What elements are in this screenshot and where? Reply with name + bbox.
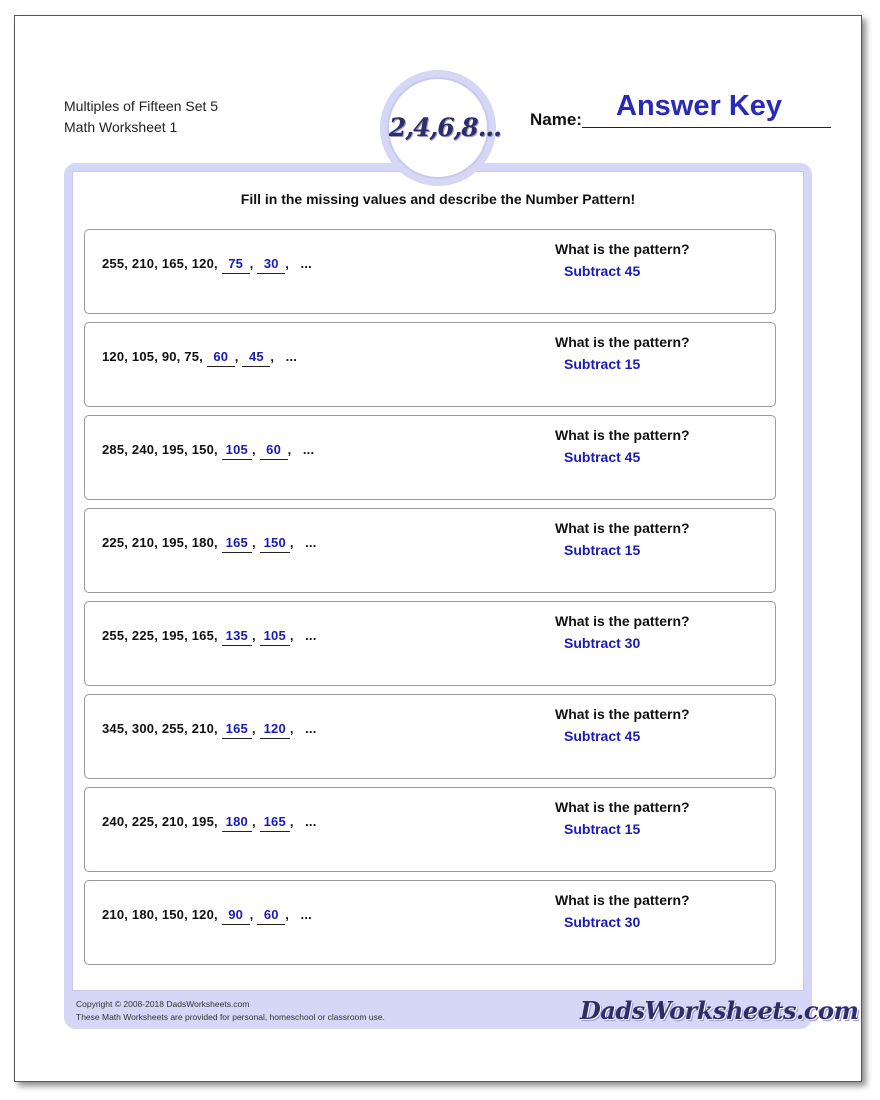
logo-badge xyxy=(380,70,501,186)
missing-value-1: 165 xyxy=(222,534,252,553)
missing-value-1: 135 xyxy=(222,627,252,646)
problem-5 xyxy=(84,601,776,686)
missing-value-2: 30 xyxy=(257,255,285,274)
problem-2 xyxy=(84,322,776,407)
separator: , xyxy=(287,442,292,457)
problem-1 xyxy=(84,229,776,314)
name-label: Name: xyxy=(530,110,582,129)
separator: , xyxy=(234,349,239,364)
number-sequence xyxy=(102,720,317,739)
separator: , xyxy=(251,721,256,736)
number-sequence xyxy=(102,348,297,367)
missing-value-1: 180 xyxy=(222,813,252,832)
sequence-values: 255, 225, 195, 165, xyxy=(102,628,222,643)
pattern-question: What is the pattern? xyxy=(555,892,690,908)
missing-value-2: 60 xyxy=(257,906,285,925)
ellipsis: ... xyxy=(305,814,317,829)
number-sequence xyxy=(102,813,317,832)
pattern-answer: Subtract 15 xyxy=(564,356,641,372)
pattern-answer: Subtract 15 xyxy=(564,542,641,558)
missing-value-1: 105 xyxy=(222,441,252,460)
ellipsis: ... xyxy=(305,535,317,550)
sequence-values: 240, 225, 210, 195, xyxy=(102,814,222,829)
separator: , xyxy=(251,628,256,643)
footer-text xyxy=(76,998,385,1024)
ellipsis: ... xyxy=(300,907,312,922)
name-field xyxy=(530,90,830,130)
pattern-question: What is the pattern? xyxy=(555,613,690,629)
pattern-answer: Subtract 45 xyxy=(564,263,641,279)
sequence-values: 255, 210, 165, 120, xyxy=(102,256,222,271)
missing-value-2: 60 xyxy=(260,441,288,460)
problem-6 xyxy=(84,694,776,779)
missing-value-1: 60 xyxy=(207,348,235,367)
brand-logo: DadsWorksheets.com xyxy=(580,996,859,1025)
pattern-question: What is the pattern? xyxy=(555,706,690,722)
instructions: Fill in the missing values and describe the Number Pattern! xyxy=(240,191,636,207)
separator: , xyxy=(285,256,290,271)
pattern-answer: Subtract 30 xyxy=(564,914,641,930)
pattern-question: What is the pattern? xyxy=(555,334,690,350)
copyright: Copyright © 2008-2018 DadsWorksheets.com xyxy=(76,999,250,1009)
missing-value-2: 150 xyxy=(260,534,290,553)
pattern-answer: Subtract 45 xyxy=(564,449,641,465)
pattern-question: What is the pattern? xyxy=(555,799,690,815)
title-line-1: Multiples of Fifteen Set 5 xyxy=(64,98,219,114)
sequence-values: 225, 210, 195, 180, xyxy=(102,535,222,550)
missing-value-1: 75 xyxy=(222,255,250,274)
separator: , xyxy=(285,907,290,922)
logo-ring xyxy=(387,77,501,179)
missing-value-2: 45 xyxy=(242,348,270,367)
separator: , xyxy=(270,349,275,364)
separator: , xyxy=(289,814,294,829)
separator: , xyxy=(251,814,256,829)
problem-4 xyxy=(84,508,776,593)
separator: , xyxy=(249,907,254,922)
missing-value-1: 165 xyxy=(222,720,252,739)
pattern-answer: Subtract 45 xyxy=(564,728,641,744)
separator: , xyxy=(289,535,294,550)
number-sequence xyxy=(102,441,314,460)
ellipsis: ... xyxy=(305,628,317,643)
pattern-question: What is the pattern? xyxy=(555,427,690,443)
missing-value-2: 105 xyxy=(260,627,290,646)
missing-value-2: 165 xyxy=(260,813,290,832)
answer-key-label: Answer Key xyxy=(616,90,783,122)
separator: , xyxy=(249,256,254,271)
separator: , xyxy=(251,442,256,457)
number-sequence xyxy=(102,627,317,646)
problem-8 xyxy=(84,880,776,965)
sequence-values: 120, 105, 90, 75, xyxy=(102,349,207,364)
ellipsis: ... xyxy=(302,442,315,457)
sequence-values: 345, 300, 255, 210, xyxy=(102,721,222,736)
number-sequence xyxy=(102,534,317,553)
problem-7 xyxy=(84,787,776,872)
sequence-values: 210, 180, 150, 120, xyxy=(102,907,222,922)
missing-value-1: 90 xyxy=(222,906,250,925)
missing-value-2: 120 xyxy=(260,720,290,739)
problem-3 xyxy=(84,415,776,500)
name-underline xyxy=(582,127,831,128)
number-sequence xyxy=(102,255,312,274)
pattern-answer: Subtract 15 xyxy=(564,821,641,837)
number-sequence xyxy=(102,906,312,925)
ellipsis: ... xyxy=(300,256,312,271)
pattern-question: What is the pattern? xyxy=(555,520,690,536)
separator: , xyxy=(289,628,294,643)
worksheet-title xyxy=(64,96,218,138)
separator: , xyxy=(251,535,256,550)
pattern-answer: Subtract 30 xyxy=(564,635,641,651)
ellipsis: ... xyxy=(285,349,298,364)
title-line-2: Math Worksheet 1 xyxy=(64,119,178,135)
usage-notice: These Math Worksheets are provided for personal, homeschool or classroom use. xyxy=(76,1012,385,1022)
separator: , xyxy=(289,721,294,736)
logo-text: 2,4,6,8... xyxy=(389,113,501,142)
pattern-question: What is the pattern? xyxy=(555,241,690,257)
ellipsis: ... xyxy=(305,721,317,736)
sequence-values: 285, 240, 195, 150, xyxy=(102,442,222,457)
